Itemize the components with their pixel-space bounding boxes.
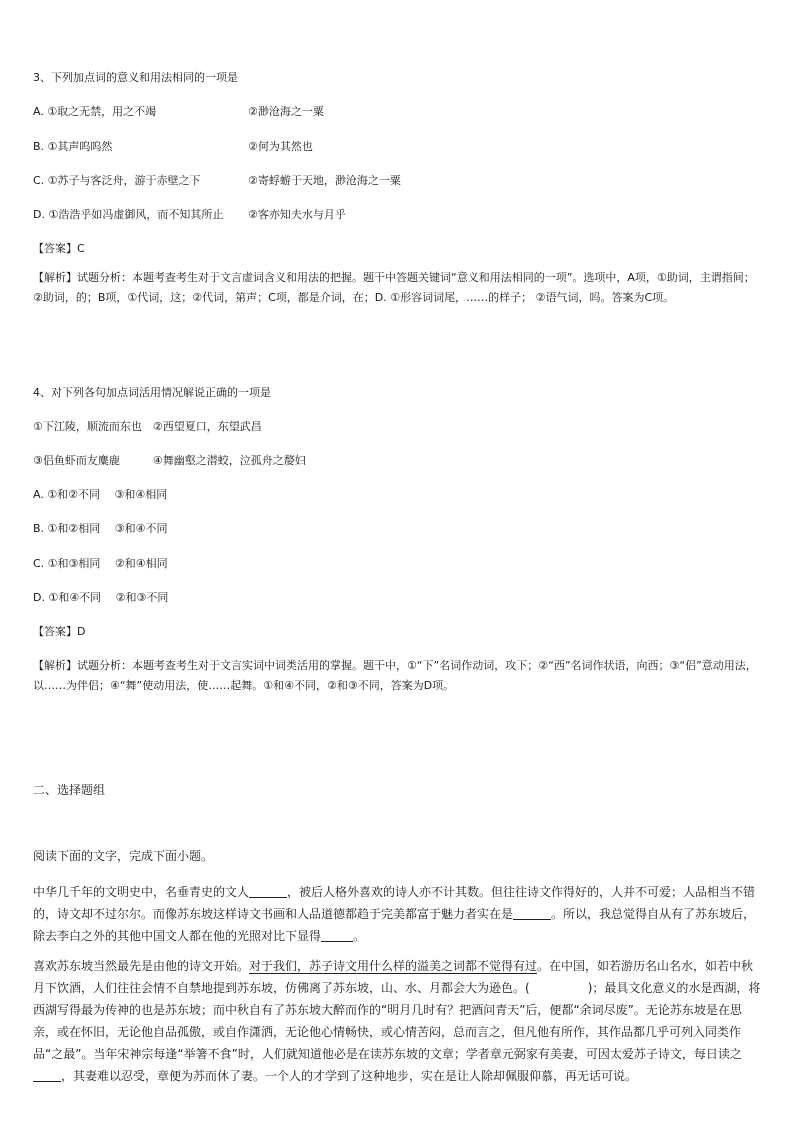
q3-option-c: C. ①苏子与客泛舟，游于赤壁之下 (33, 174, 201, 187)
q4-option-c: C. ①和③相同 ②和④相同 (33, 557, 168, 570)
q4-option-b: B. ①和②相同 ③和④不同 (33, 522, 168, 535)
passage-p2-text-3: )；最具文化意义的水是西湖，将西湖写得最为传神的也是苏东坡；而中秋自有了苏东坡大醉而作的“明月几时有？把酒问青天”后，便都“余词尽废”。无论苏东坡是在思亲，或在怀旧，无论他自品孤傲，或自作潇洒，无论他心情畅快，或心情苦闷，总而言之，但凡他有所作，其作品都几乎可列入同类作品“之最”。当年宋神宗每逢“举箸不食”时，人们就知道他必是在读苏东坡的文章；学者章元弼家有美妻，可因太爱苏子诗文，每日读之 (33, 981, 761, 1061)
blank-4 (33, 1069, 61, 1082)
q3-answer: 【答案】C (33, 242, 85, 255)
passage-p2-text-2: 。在中国，如若游历名山名水，如若中秋月下饮酒，人们往往会情不自禁地提到苏东坡，仿佛离了苏东坡，山、水、月都会大为逊色。( (33, 959, 754, 995)
passage-p2-text-4: ，其妻难以忍受，章便为苏而休了妻。一个人的才学到了这种地步，实在是让人除却佩服仰慕，再无话可说。 (61, 1069, 638, 1083)
q3-option-b: B. ①其声呜呜然 (33, 140, 113, 153)
passage-p1-text-4: 。 (353, 929, 366, 943)
q3-option-a: A. ①取之无禁，用之不竭 (33, 105, 157, 118)
q4-sentences-2: ③侣鱼虾而友麋鹿 ④舞幽壑之潜蛟，泣孤舟之嫠妇 (33, 454, 306, 467)
passage-p1-text-1: 中华几千年的文明史中，名垂青史的文人 (33, 885, 250, 899)
q4-option-a: A. ①和②不同 ③和④相同 (33, 488, 168, 501)
q3-option-d-part2: ②客亦知夫水与月乎 (248, 208, 346, 221)
q4-sentences-1: ①下江陵，顺流而东也 ②西望夏口，东望武昌 (33, 420, 262, 433)
passage-p1-text-3: 。所以，我总觉得自从有了苏东坡后，除去李白之外的其他中国文人都在他的光照对比下显得 (33, 907, 756, 943)
blank-3 (321, 929, 353, 942)
passage-paragraph-2 (33, 955, 763, 1087)
q3-option-b-part2: ②何为其然也 (248, 140, 313, 153)
section-title: 二、选择题组 (33, 783, 106, 797)
q3-option-c-part2: ②寄蜉蝣于天地，渺沧海之一粟 (248, 174, 401, 187)
q3-option-a-part2: ②渺沧海之一粟 (248, 105, 324, 118)
passage-p2-text-1: 喜欢苏东坡当然最先是由他的诗文开始。 (33, 959, 250, 973)
blank-2 (513, 907, 551, 920)
q4-stem: 4、对下列各句加点词活用情况解说正确的一项是 (33, 386, 271, 399)
q4-answer: 【答案】D (33, 625, 86, 638)
q3-analysis: 【解析】试题分析：本题考查考生对于文言虚词含义和用法的把握。题干中答题关键词“意义和用法相同的一项”。选项中，A项，①助词，主谓指间；②助词，的；B项，①代词，这；②代词，第声；C项，都是介词，在；D. ①形容词词尾，……的样子； ②语气词，吗。答案为C项。 (33, 271, 755, 304)
q3-stem: 3、下列加点词的意义和用法相同的一项是 (33, 71, 238, 84)
reading-instruction: 阅读下面的文字，完成下面小题。 (33, 849, 214, 863)
passage-p1-text-2: ，被后人格外喜欢的诗人亦不计其数。但往往诗文作得好的，人并不可爱；人品相当不错的，诗文却不过尔尔。而像苏东坡这样诗文书画和人品道德都趋于完美都富于魅力者实在是 (33, 885, 756, 921)
blank-1 (249, 885, 287, 898)
q4-analysis: 【解析】试题分析：本题考查考生对于文言实词中词类活用的掌握。题干中，①“下”名词作动词，攻下；②“西”名词作状语，向西；③“侣”意动用法，以……为伴侣；④“舞”使动用法，使……起舞。①和④不同，②和③不同，答案为D项。 (33, 659, 757, 692)
q4-option-d: D. ①和④不同 ②和③不同 (33, 591, 169, 604)
underlined-sentence: 对于我们，苏子诗文用什么样的溢美之词都不觉得有过 (249, 959, 538, 973)
passage-paragraph-1 (33, 881, 763, 947)
q3-option-d: D. ①浩浩乎如冯虚御风，而不知其所止 (33, 208, 224, 221)
